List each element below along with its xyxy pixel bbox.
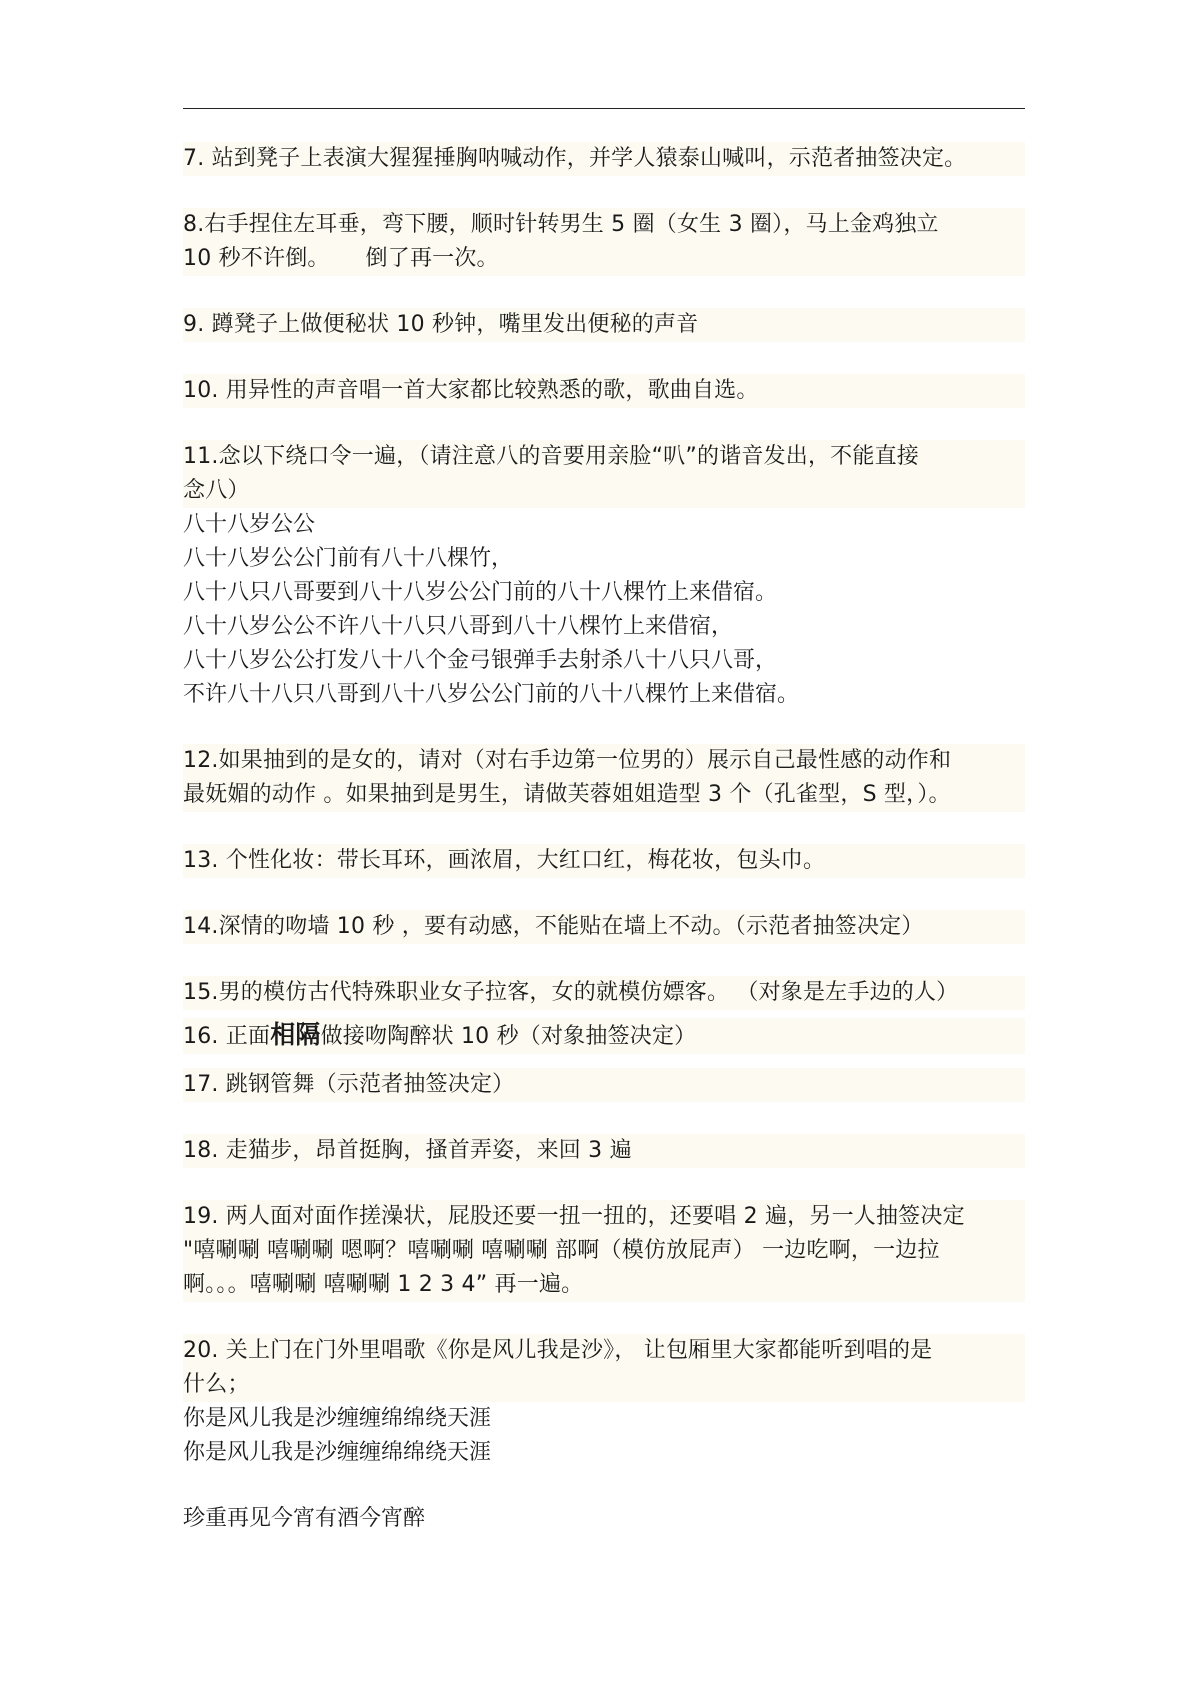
verse-line: 八十八岁公公不许八十八只八哥到八十八棵竹上来借宿，	[183, 614, 734, 639]
item-17-text: 17. 跳钢管舞（示范者抽签决定）	[183, 1072, 515, 1097]
verse-line: 八十八岁公公门前有八十八棵竹，	[183, 546, 514, 571]
item-18-text: 18. 走猫步，昂首挺胸，搔首弄姿，来回 3 遍	[183, 1138, 632, 1163]
lyric-line: 你是风儿我是沙缠缠绵绵绕天涯	[183, 1440, 492, 1465]
item-19-text-line1: 19. 两人面对面作搓澡状，屁股还要一扭一扭的，还要唱 2 遍，另一人抽签决定	[183, 1204, 965, 1229]
item-14-text: 14.深情的吻墙 10 秒 ，要有动感，不能贴在墙上不动。（示范者抽签决定）	[183, 914, 924, 939]
header-rule	[183, 108, 1025, 109]
list-item-9	[183, 308, 1025, 342]
item-12-text-line1: 12.如果抽到的是女的，请对（对右手边第一位男的）展示自己最性感的动作和	[183, 748, 952, 773]
list-item-20	[183, 1334, 1025, 1402]
song-lyrics	[183, 1402, 1025, 1470]
closing-lyric: 珍重再见今宵有酒今宵醉	[183, 1506, 426, 1531]
item-20-text-line2: 什么；	[183, 1372, 250, 1397]
item-12-text-line2: 最妩媚的动作 。如果抽到是男生，请做芙蓉姐姐造型 3 个（孔雀型，S 型，）。	[183, 782, 951, 807]
verse-line: 八十八岁公公打发八十八个金弓银弹手去射杀八十八只八哥，	[183, 648, 778, 673]
item-11-text-line2: 念八）	[183, 478, 250, 503]
item-7-text: 7. 站到凳子上表演大猩猩捶胸呐喊动作，并学人猿泰山喊叫，示范者抽签决定。	[183, 146, 967, 171]
item-8-text-line1: 8.右手捏住左耳垂，弯下腰，顺时针转男生 5 圈（女生 3 圈），马上金鸡独立	[183, 212, 939, 237]
item-16-emphasis: 相隔	[270, 1020, 321, 1049]
lyric-line: 你是风儿我是沙缠缠绵绵绕天涯	[183, 1406, 492, 1431]
list-item-18	[183, 1134, 1025, 1168]
list-item-15	[183, 976, 1025, 1010]
list-item-12	[183, 744, 1025, 812]
tongue-twister	[183, 508, 1025, 712]
item-8-text-line2: 10 秒不许倒。 倒了再一次。	[183, 246, 499, 271]
item-20-text-line1: 20. 关上门在门外里唱歌《你是风儿我是沙》， 让包厢里大家都能听到唱的是	[183, 1338, 933, 1363]
list-item-8	[183, 208, 1025, 276]
item-9-text: 9. 蹲凳子上做便秘状 10 秒钟，嘴里发出便秘的声音	[183, 312, 699, 337]
list-item-13	[183, 844, 1025, 878]
item-19-text-line3: 啊。。。嘻唰唰 嘻唰唰 1 2 3 4” 再一遍。	[183, 1272, 584, 1297]
item-10-text: 10. 用异性的声音唱一首大家都比较熟悉的歌，歌曲自选。	[183, 378, 759, 403]
item-19-text-line2: "嘻唰唰 嘻唰唰 嗯啊？嘻唰唰 嘻唰唰 部啊（模仿放屁声） 一边吃啊，一边拉	[183, 1238, 940, 1263]
item-16-suffix: 做接吻陶醉状 10 秒（对象抽签决定）	[320, 1024, 697, 1049]
item-11-text-line1: 11.念以下绕口令一遍，（请注意八的音要用亲脸“叭”的谐音发出，不能直接	[183, 444, 919, 469]
list-item-16	[183, 1018, 1025, 1054]
item-15-text: 15.男的模仿古代特殊职业女子拉客，女的就模仿嫖客。 （对象是左手边的人）	[183, 980, 959, 1005]
item-13-text: 13. 个性化妆：带长耳环，画浓眉，大红口红，梅花妆，包头巾。	[183, 848, 826, 873]
item-16-text	[183, 1018, 1025, 1054]
list-item-10	[183, 374, 1025, 408]
list-item-19	[183, 1200, 1025, 1302]
verse-line: 八十八只八哥要到八十八岁公公门前的八十八棵竹上来借宿。	[183, 580, 778, 605]
list-item-14	[183, 910, 1025, 944]
list-item-11	[183, 440, 1025, 508]
verse-line: 不许八十八只八哥到八十八岁公公门前的八十八棵竹上来借宿。	[183, 682, 800, 707]
item-16-prefix: 16. 正面	[183, 1024, 271, 1049]
document-body	[183, 142, 1025, 1536]
list-item-7	[183, 142, 1025, 176]
verse-line: 八十八岁公公	[183, 512, 316, 537]
list-item-17	[183, 1068, 1025, 1102]
